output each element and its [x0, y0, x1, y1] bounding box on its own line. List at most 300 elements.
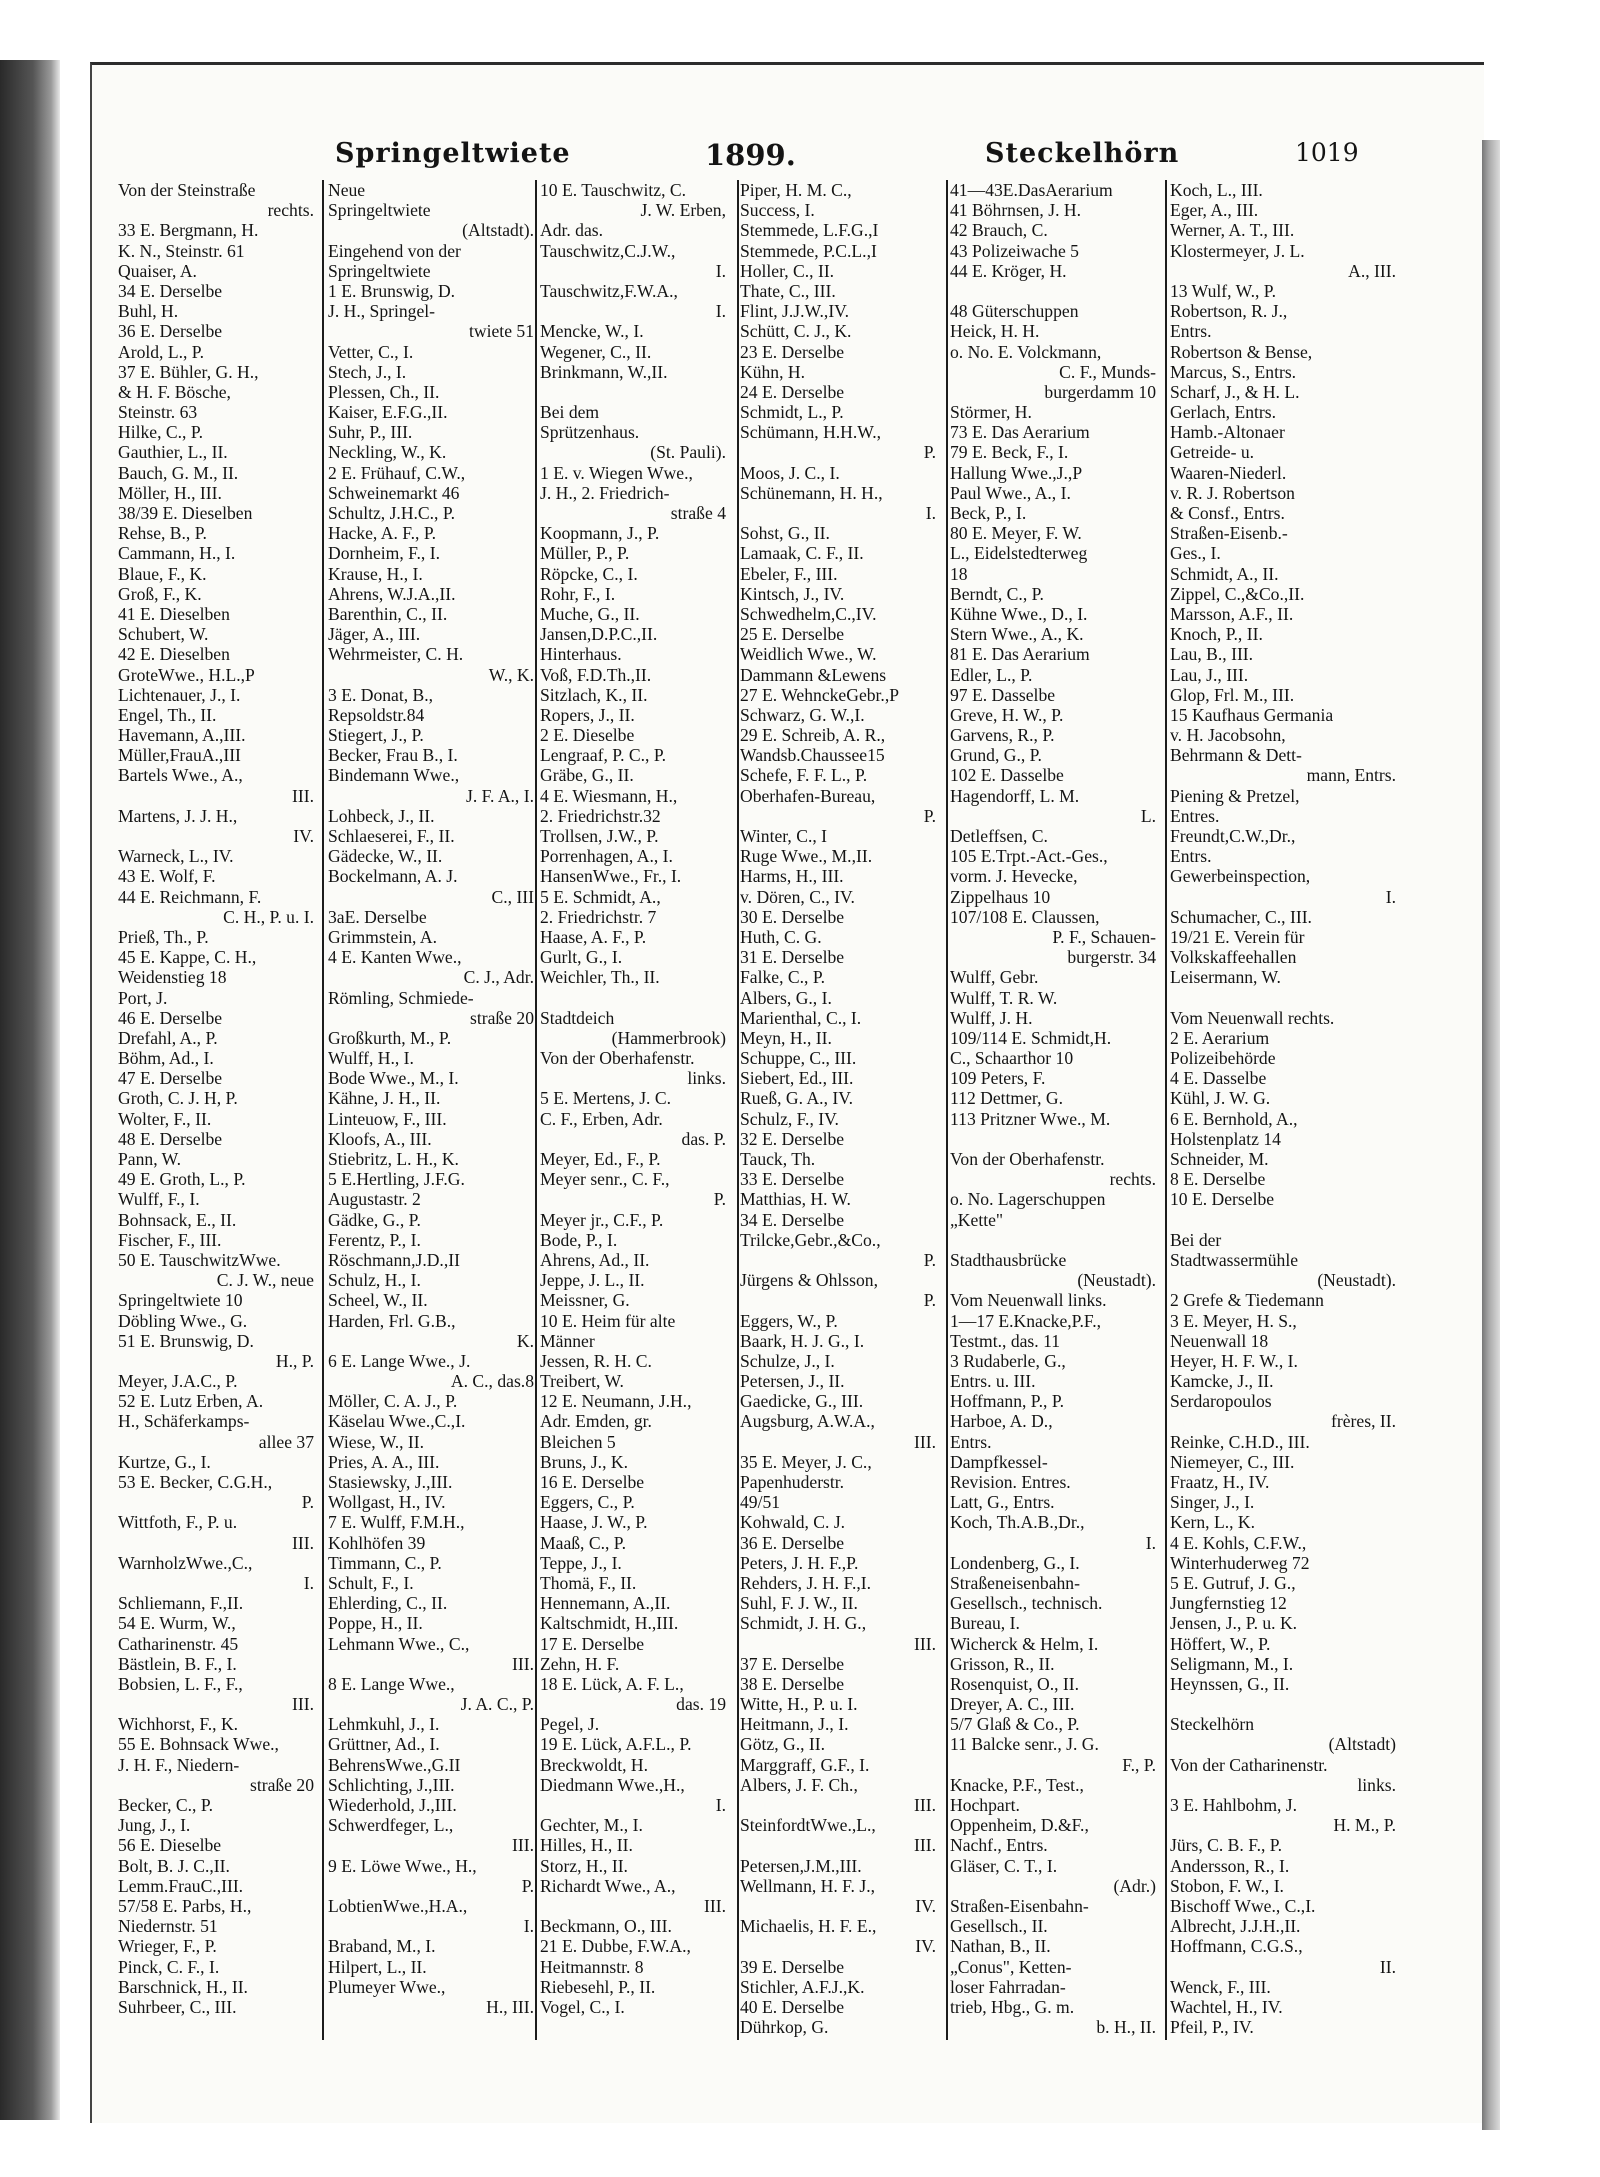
- directory-line: Becker, Frau B., I.: [328, 745, 458, 766]
- column-2: [328, 180, 538, 2070]
- directory-line: (Neustadt).: [1317, 1270, 1396, 1291]
- directory-line: 12 E. Neumann, J.H.,: [540, 1391, 692, 1412]
- directory-line: Diedmann Wwe.,H.,: [540, 1774, 685, 1795]
- directory-line: Schmidt, A., II.: [1170, 563, 1279, 584]
- directory-line: Blaue, F., K.: [118, 563, 207, 584]
- directory-line: straße 20: [469, 1007, 534, 1028]
- directory-line: 36 E. Derselbe: [740, 1532, 845, 1553]
- directory-line: Becker, C., P.: [118, 1795, 214, 1815]
- directory-line: „Kette": [950, 1209, 1004, 1230]
- directory-line: Piper, H. M. C.,: [740, 180, 852, 200]
- directory-line: Testmt., das. 11: [950, 1330, 1061, 1351]
- directory-line: das. P.: [681, 1128, 726, 1149]
- directory-line: Baark, H. J. G., I.: [740, 1330, 865, 1351]
- directory-line: 13 Wulf, W., P.: [1170, 280, 1277, 301]
- directory-line: 43 E. Wolf, F.: [118, 866, 216, 887]
- directory-line: Moos, J. C., I.: [740, 462, 840, 483]
- directory-line: Kaltschmidt, H.,III.: [540, 1613, 679, 1634]
- directory-line: Rehders, J. H. F.,I.: [740, 1572, 872, 1593]
- directory-line: Matthias, H. W.: [740, 1189, 851, 1210]
- directory-line: 112 Dettmer, G.: [950, 1088, 1063, 1109]
- directory-line: Von der Catharinenstr.: [1170, 1754, 1328, 1775]
- directory-line: H. M., P.: [1333, 1815, 1396, 1836]
- directory-line: Jensen, J., P. u. K.: [1170, 1613, 1298, 1634]
- running-header: [240, 138, 1359, 178]
- directory-line: [1170, 988, 1400, 1008]
- directory-line: Höffert, W., P.: [1170, 1633, 1271, 1654]
- directory-line: III.: [914, 1633, 936, 1654]
- directory-line: Gesellsch., II.: [950, 1916, 1048, 1937]
- directory-line: 2 E. Dieselbe: [540, 725, 635, 746]
- directory-line: [540, 382, 730, 402]
- directory-line: Pegel, J.: [540, 1714, 600, 1735]
- directory-line: Eger, A., III.: [1170, 200, 1259, 221]
- directory-line: Plumeyer Wwe.,: [328, 1976, 446, 1997]
- directory-line: C., Schaarthor 10: [950, 1048, 1074, 1069]
- header-year: 1899.: [705, 138, 796, 172]
- directory-line: Schlichting, J.,III.: [328, 1774, 455, 1795]
- directory-line: II.: [1379, 1956, 1396, 1977]
- directory-line: 9 E. Löwe Wwe., H.,: [328, 1855, 477, 1876]
- directory-line: 50 E. TauschwitzWwe.: [118, 1249, 281, 1270]
- directory-line: Petersen,J.M.,III.: [740, 1855, 862, 1876]
- directory-line: 1 E. v. Wiegen Wwe.,: [540, 462, 693, 483]
- directory-line: Gräbe, G., II.: [540, 765, 634, 786]
- directory-line: 19 E. Lück, A.F.L., P.: [540, 1734, 692, 1755]
- directory-line: Harms, H., III.: [740, 866, 844, 887]
- directory-line: Stemmede, L.F.G.,I: [740, 220, 879, 241]
- directory-line: III.: [512, 1835, 534, 1856]
- directory-line: 10 E. Derselbe: [1170, 1189, 1275, 1210]
- page-number: 1019: [1295, 138, 1359, 167]
- directory-line: 109/114 E. Schmidt,H.: [950, 1027, 1112, 1048]
- directory-line: 6 E. Lange Wwe., J.: [328, 1350, 471, 1371]
- directory-line: Londenberg, G., I.: [950, 1552, 1080, 1573]
- directory-line: Schliemann, F.,II.: [118, 1593, 244, 1614]
- directory-line: straße 4: [670, 503, 726, 523]
- directory-line: K. N., Steinstr. 61: [118, 240, 245, 261]
- directory-line: 29 E. Schreib, A. R.,: [740, 725, 886, 746]
- directory-line: III.: [704, 1895, 726, 1916]
- directory-line: III.: [292, 1694, 314, 1715]
- directory-line: Hamb.-Altonaer: [1170, 422, 1285, 443]
- directory-line: Hacke, A. F., P.: [328, 523, 437, 544]
- directory-line: Schubert, W.: [118, 624, 209, 645]
- directory-line: Success, I.: [740, 200, 815, 221]
- directory-line: Lengraaf, P. C., P.: [540, 745, 667, 766]
- directory-line: (Altstadt): [1328, 1734, 1396, 1755]
- directory-line: Huth, C. G.: [740, 926, 822, 947]
- directory-line: Getreide- u.: [1170, 442, 1255, 463]
- directory-line: Schultz, J.H.C., P.: [328, 503, 456, 523]
- directory-line: Eingehend von der: [328, 240, 461, 261]
- directory-line: W., K.: [488, 664, 534, 685]
- directory-line: P.: [301, 1492, 314, 1513]
- directory-line: Brinkmann, W.,II.: [540, 361, 668, 382]
- directory-line: H., III.: [486, 1996, 534, 2017]
- directory-line: Von der Oberhafenstr.: [950, 1149, 1105, 1169]
- directory-line: [1170, 1694, 1400, 1714]
- directory-line: Bleichen 5: [540, 1431, 616, 1452]
- directory-line: Suhl, F. J. W., II.: [740, 1593, 858, 1614]
- directory-line: Schmidt, L., P.: [740, 402, 844, 423]
- directory-line: Arold, L., P.: [118, 341, 205, 362]
- directory-line: 19/21 E. Verein für: [1170, 926, 1305, 947]
- directory-line: mann, Entrs.: [1306, 765, 1396, 786]
- directory-line: 37 E. Derselbe: [740, 1653, 845, 1674]
- column-5: [950, 180, 1160, 2070]
- directory-line: 53 E. Becker, C.G.H.,: [118, 1472, 273, 1492]
- directory-line: 3 E. Donat, B.,: [328, 684, 434, 705]
- directory-line: Kohlhöfen 39: [328, 1532, 426, 1553]
- directory-line: P.: [923, 1290, 936, 1311]
- directory-line: BehrensWwe.,G.II: [328, 1754, 461, 1775]
- directory-line: Plessen, Ch., II.: [328, 381, 440, 402]
- directory-line: Behrmann & Dett-: [1170, 745, 1302, 766]
- directory-line: vorm. J. Hevecke,: [950, 866, 1078, 887]
- directory-line: Kurtze, G., I.: [118, 1451, 211, 1472]
- directory-line: Adr. das.: [540, 220, 604, 241]
- column-divider: [535, 180, 537, 2040]
- directory-line: 51 E. Brunswig, D.: [118, 1330, 254, 1351]
- directory-line: 2. Friedrichstr. 7: [540, 906, 657, 927]
- directory-line: A., III.: [1348, 260, 1396, 281]
- directory-line: Wandsb.Chaussee15: [740, 745, 885, 766]
- directory-line: Harboe, A. D.,: [950, 1411, 1053, 1432]
- directory-line: Reinke, C.H.D., III.: [1170, 1431, 1310, 1452]
- directory-line: 5/7 Glaß & Co., P.: [950, 1714, 1080, 1735]
- directory-line: (Altstadt).: [462, 220, 534, 241]
- directory-line: Kühn, H.: [740, 361, 805, 382]
- directory-line: Braband, M., I.: [328, 1936, 436, 1957]
- directory-line: 102 E. Dasselbe: [950, 765, 1064, 786]
- directory-line: Stadtdeich: [540, 1007, 615, 1028]
- directory-line: Schneider, M.: [1170, 1149, 1269, 1169]
- directory-line: Catharinenstr. 45: [118, 1633, 239, 1654]
- directory-line: Dornheim, F., I.: [328, 543, 440, 564]
- directory-line: Bohnsack, E., II.: [118, 1209, 237, 1230]
- directory-line: Jessen, R. H. C.: [540, 1350, 652, 1371]
- directory-line: 16 E. Derselbe: [540, 1472, 645, 1492]
- directory-line: 2 E. Aerarium: [1170, 1027, 1270, 1048]
- directory-line: I.: [1145, 1532, 1156, 1553]
- directory-line: I.: [925, 503, 936, 523]
- directory-line: Schumacher, C., III.: [1170, 906, 1312, 927]
- directory-line: Springeltwiete: [328, 200, 431, 221]
- directory-line: (Adr.): [1113, 1875, 1156, 1896]
- directory-line: Gläser, C. T., I.: [950, 1855, 1058, 1876]
- directory-line: P.: [923, 442, 936, 463]
- directory-line: 38 E. Derselbe: [740, 1673, 845, 1694]
- directory-line: (St. Pauli).: [650, 442, 726, 463]
- directory-line: 113 Pritzner Wwe., M.: [950, 1108, 1111, 1129]
- directory-line: (Hammerbrook): [611, 1027, 726, 1048]
- directory-line: Stiegert, J., P.: [328, 725, 424, 746]
- directory-line: Marienthal, C., I.: [740, 1007, 862, 1028]
- directory-line: 109 Peters, F.: [950, 1068, 1046, 1089]
- directory-line: Stech, J., I.: [328, 361, 407, 382]
- directory-line: Von der Oberhafenstr.: [540, 1048, 695, 1069]
- directory-line: Holler, C., II.: [740, 260, 835, 281]
- directory-line: 5 E. Mertens, J. C.: [540, 1088, 671, 1109]
- directory-line: 36 E. Derselbe: [118, 321, 223, 342]
- directory-line: o. No. E. Volckmann,: [950, 341, 1102, 362]
- directory-line: 34 E. Derselbe: [740, 1209, 845, 1230]
- directory-line: Sprützenhaus.: [540, 422, 640, 443]
- directory-line: Leisermann, W.: [1170, 967, 1281, 988]
- directory-line: Serdaropoulos: [1170, 1391, 1272, 1412]
- directory-line: links.: [687, 1068, 726, 1089]
- directory-line: IV.: [293, 826, 314, 846]
- directory-line: Neuenwall 18: [1170, 1330, 1269, 1351]
- directory-line: Bolt, B. J. C.,II.: [118, 1855, 230, 1876]
- directory-line: 81 E. Das Aerarium: [950, 644, 1090, 665]
- directory-line: Grimmstein, A.: [328, 926, 437, 947]
- directory-line: Stemmede, P.C.L.,I: [740, 240, 877, 261]
- directory-line: Böhm, Ad., I.: [118, 1048, 214, 1069]
- directory-line: Nachf., Entrs.: [950, 1835, 1048, 1856]
- directory-line: Ebeler, F., III.: [740, 563, 838, 584]
- directory-line: Schümann, H.H.W.,: [740, 422, 882, 443]
- directory-line: HansenWwe., Fr., I.: [540, 866, 682, 887]
- directory-line: Eggers, C., P.: [540, 1492, 635, 1513]
- directory-line: Gädke, G., P.: [328, 1209, 421, 1230]
- directory-line: I.: [715, 301, 726, 322]
- directory-line: Ruge Wwe., M.,II.: [740, 846, 873, 867]
- directory-line: Stadthausbrücke: [950, 1249, 1067, 1270]
- directory-line: Lau, J., III.: [1170, 664, 1249, 685]
- directory-line: 54 E. Wurm, W.,: [118, 1613, 236, 1634]
- directory-line: Lamaak, C. F., II.: [740, 543, 864, 564]
- directory-line: Seligmann, M., I.: [1170, 1653, 1294, 1674]
- directory-line: J. A. C., P.: [460, 1694, 534, 1715]
- directory-line: Linteuow, F., III.: [328, 1108, 447, 1129]
- directory-line: Käselau Wwe.,C.,I.: [328, 1411, 466, 1432]
- directory-line: 49 E. Groth, L., P.: [118, 1169, 246, 1190]
- directory-line: das. 19: [676, 1694, 726, 1715]
- directory-line: Jung, J., I.: [118, 1815, 191, 1836]
- directory-line: Breckwoldt, H.: [540, 1754, 648, 1775]
- directory-line: Schulz, H., I.: [328, 1270, 421, 1291]
- directory-line: Timmann, C., P.: [328, 1552, 442, 1573]
- directory-line: Heick, H. H.: [950, 321, 1040, 342]
- directory-line: Winterhuderweg 72: [1170, 1552, 1310, 1573]
- directory-line: Wiederhold, J.,III.: [328, 1795, 457, 1815]
- directory-line: Porrenhagen, A., I.: [540, 846, 673, 867]
- directory-line: 17 E. Derselbe: [540, 1633, 645, 1654]
- directory-line: Steinstr. 63: [118, 402, 198, 423]
- directory-line: Schwarz, G. W.,I.: [740, 704, 865, 725]
- directory-line: Bästlein, B. F., I.: [118, 1653, 237, 1674]
- directory-line: 5 E. Gutruf, J. G.,: [1170, 1572, 1296, 1593]
- directory-line: Lohbeck, J., II.: [328, 805, 435, 826]
- directory-line: Tauck, Th.: [740, 1149, 816, 1169]
- directory-line: Großkurth, M., P.: [328, 1027, 452, 1048]
- directory-line: Stern Wwe., A., K.: [950, 624, 1084, 645]
- directory-line: Papenhuderstr.: [740, 1472, 845, 1492]
- directory-line: 55 E. Bohnsack Wwe.,: [118, 1734, 279, 1755]
- directory-line: 1 E. Brunswig, D.: [328, 280, 456, 301]
- directory-line: Bode, P., I.: [540, 1229, 618, 1250]
- directory-line: Repsoldstr.84: [328, 704, 425, 725]
- directory-line: Schulz, F., IV.: [740, 1108, 839, 1129]
- directory-line: Stiebritz, L. H., K.: [328, 1149, 459, 1169]
- directory-line: Wenck, F., III.: [1170, 1976, 1271, 1997]
- directory-line: Römling, Schmiede-: [328, 987, 474, 1008]
- directory-line: Meyn, H., II.: [740, 1027, 832, 1048]
- directory-line: Richardt Wwe., A.,: [540, 1875, 676, 1896]
- directory-line: Wulff, H., I.: [328, 1048, 414, 1069]
- directory-line: Heyer, H. F. W., I.: [1170, 1350, 1298, 1371]
- directory-line: 80 E. Meyer, F. W.: [950, 523, 1082, 544]
- directory-line: Kühl, J. W. G.: [1170, 1088, 1271, 1109]
- directory-line: J. H., Springel-: [328, 301, 436, 322]
- directory-line: Scharf, J., & H. L.: [1170, 381, 1300, 402]
- directory-line: 105 E.Trpt.-Act.-Ges.,: [950, 846, 1108, 867]
- directory-line: C. F., Munds-: [1059, 361, 1156, 382]
- directory-line: 23 E. Derselbe: [740, 341, 845, 362]
- directory-line: Schwedhelm,C.,IV.: [740, 603, 877, 624]
- directory-line: (Neustadt).: [1077, 1270, 1156, 1291]
- directory-line: Adr. Emden, gr.: [540, 1411, 652, 1432]
- directory-line: Rehse, B., P.: [118, 523, 207, 544]
- directory-line: Weidenstieg 18: [118, 967, 227, 988]
- directory-line: Bureau, I.: [950, 1613, 1020, 1634]
- directory-line: 42 E. Dieselben: [118, 644, 230, 665]
- directory-line: burgerstr. 34: [1067, 947, 1156, 968]
- directory-line: Storz, H., II.: [540, 1855, 628, 1876]
- directory-line: P.: [923, 805, 936, 826]
- directory-line: Barenthin, C., II.: [328, 603, 448, 624]
- directory-line: 3 E. Meyer, H. S.,: [1170, 1310, 1297, 1331]
- directory-line: Straßeneisenbahn-: [950, 1572, 1080, 1593]
- directory-line: Grüttner, Ad., I.: [328, 1734, 440, 1755]
- directory-line: Entrs.: [1170, 321, 1212, 342]
- directory-line: SteinfordtWwe.,L.,: [740, 1815, 876, 1836]
- directory-line: 37 E. Bühler, G. H.,: [118, 361, 259, 382]
- directory-line: Augustastr. 2: [328, 1189, 421, 1210]
- directory-line: Sitzlach, K., II.: [540, 684, 648, 705]
- directory-line: III.: [292, 1532, 314, 1553]
- directory-line: allee 37: [258, 1431, 314, 1452]
- directory-line: 8 E. Lange Wwe.,: [328, 1673, 455, 1694]
- directory-line: 4 E. Kanten Wwe.,: [328, 947, 462, 968]
- directory-line: Klostermeyer, J. L.: [1170, 240, 1305, 261]
- directory-line: Störmer, H.: [950, 402, 1032, 423]
- directory-line: Dammann &Lewens: [740, 664, 887, 685]
- directory-line: Beckmann, O., III.: [540, 1916, 672, 1937]
- directory-line: Beck, P., I.: [950, 503, 1027, 523]
- directory-line: Koch, L., III.: [1170, 180, 1263, 200]
- directory-line: Bei der: [1170, 1229, 1222, 1250]
- directory-line: 45 E. Kappe, C. H.,: [118, 947, 257, 968]
- directory-line: 97 E. Dasselbe: [950, 684, 1056, 705]
- directory-line: trieb, Hbg., G. m.: [950, 1996, 1075, 2017]
- directory-line: 5 E. Schmidt, A.,: [540, 886, 661, 907]
- directory-line: C. J., Adr.: [463, 967, 534, 988]
- directory-line: Marsson, A.F., II.: [1170, 603, 1294, 624]
- column-1: [118, 180, 318, 2070]
- directory-line: 39 E. Derselbe: [740, 1956, 845, 1977]
- directory-line: 33 E. Derselbe: [740, 1169, 845, 1190]
- directory-line: Trollsen, J.W., P.: [540, 826, 659, 846]
- directory-line: Bauch, G. M., II.: [118, 462, 239, 483]
- directory-line: v. H. Jacobsohn,: [1170, 725, 1286, 746]
- directory-line: C. J. W., neue: [216, 1270, 314, 1291]
- directory-line: Neue: [328, 180, 366, 200]
- directory-line: P.: [521, 1875, 534, 1896]
- directory-line: L., Eidelstedterweg: [950, 543, 1088, 564]
- directory-line: Dampfkessel-: [950, 1451, 1048, 1472]
- directory-line: Götz, G., II.: [740, 1734, 826, 1755]
- directory-line: 40 E. Derselbe: [740, 1996, 845, 2017]
- directory-line: Schlaeserei, F., II.: [328, 826, 455, 846]
- directory-line: Röpcke, C., I.: [540, 563, 638, 584]
- directory-line: Hagendorff, L. M.: [950, 785, 1080, 806]
- directory-line: Schünemann, H. H.,: [740, 482, 883, 503]
- directory-line: b. H., II.: [1096, 2017, 1156, 2038]
- directory-line: WarnholzWwe.,C.,: [118, 1552, 253, 1573]
- header-street-left: Springeltwiete: [335, 138, 571, 169]
- directory-line: v. R. J. Robertson: [1170, 482, 1295, 503]
- directory-line: 3 Rudaberle, G.,: [950, 1350, 1066, 1371]
- directory-line: Knacke, P.F., Test.,: [950, 1774, 1084, 1795]
- directory-line: Entrs. u. III.: [950, 1371, 1036, 1392]
- column-divider: [322, 180, 324, 2040]
- directory-line: Straßen-Eisenb.-: [1170, 523, 1288, 544]
- directory-line: Krause, H., I.: [328, 563, 423, 584]
- directory-line: 4 E. Wiesmann, H.,: [540, 785, 678, 806]
- directory-line: Neckling, W., K.: [328, 442, 447, 463]
- directory-line: P.: [713, 1189, 726, 1210]
- directory-line: Schütt, C. J., K.: [740, 321, 852, 342]
- directory-line: Lehmkuhl, J., I.: [328, 1714, 440, 1735]
- directory-line: 11 Balcke senr., J. G.: [950, 1734, 1099, 1755]
- directory-line: 52 E. Lutz Erben, A.: [118, 1391, 264, 1412]
- directory-line: 79 E. Beck, F., I.: [950, 442, 1069, 463]
- directory-line: Wrieger, F., P.: [118, 1936, 217, 1957]
- directory-line: Falke, C., P.: [740, 967, 826, 988]
- directory-line: 48 E. Derselbe: [118, 1128, 223, 1149]
- directory-line: Müller,FrauA.,III: [118, 745, 241, 766]
- directory-line: I.: [715, 260, 726, 281]
- directory-line: III.: [512, 1653, 534, 1674]
- directory-line: 49/51: [740, 1492, 781, 1513]
- directory-line: I.: [1385, 886, 1396, 907]
- directory-line: Buhl, H.: [118, 301, 179, 322]
- directory-line: Havemann, A.,III.: [118, 725, 246, 746]
- directory-line: Rueß, G. A., IV.: [740, 1088, 854, 1109]
- directory-line: Gewerbeinspection,: [1170, 866, 1311, 887]
- directory-line: Rohr, F., I.: [540, 583, 616, 604]
- directory-line: 41 Böhrnsen, J. H.: [950, 200, 1081, 221]
- directory-line: Sohst, G., II.: [740, 523, 830, 544]
- directory-line: Hoffmann, C.G.S.,: [1170, 1936, 1303, 1957]
- directory-line: Singer, J., I.: [1170, 1492, 1255, 1513]
- directory-line: 41—43E.DasAerarium: [950, 180, 1113, 200]
- directory-line: Haase, A. F., P.: [540, 926, 647, 947]
- directory-line: 4 E. Kohls, C.F.W.,: [1170, 1532, 1307, 1553]
- directory-line: Eggers, W., P.: [740, 1310, 838, 1331]
- directory-line: Meyer jr., C.F., P.: [540, 1209, 664, 1230]
- directory-line: straße 20: [249, 1774, 314, 1795]
- column-divider: [946, 180, 948, 2040]
- directory-line: 10 E. Heim für alte: [540, 1310, 676, 1331]
- directory-line: Wellmann, H. F. J.,: [740, 1875, 875, 1896]
- directory-line: Albers, J. F. Ch.,: [740, 1774, 858, 1795]
- directory-line: 43 Polizeiwache 5: [950, 240, 1079, 261]
- directory-line: Kaiser, E.F.G.,II.: [328, 402, 448, 423]
